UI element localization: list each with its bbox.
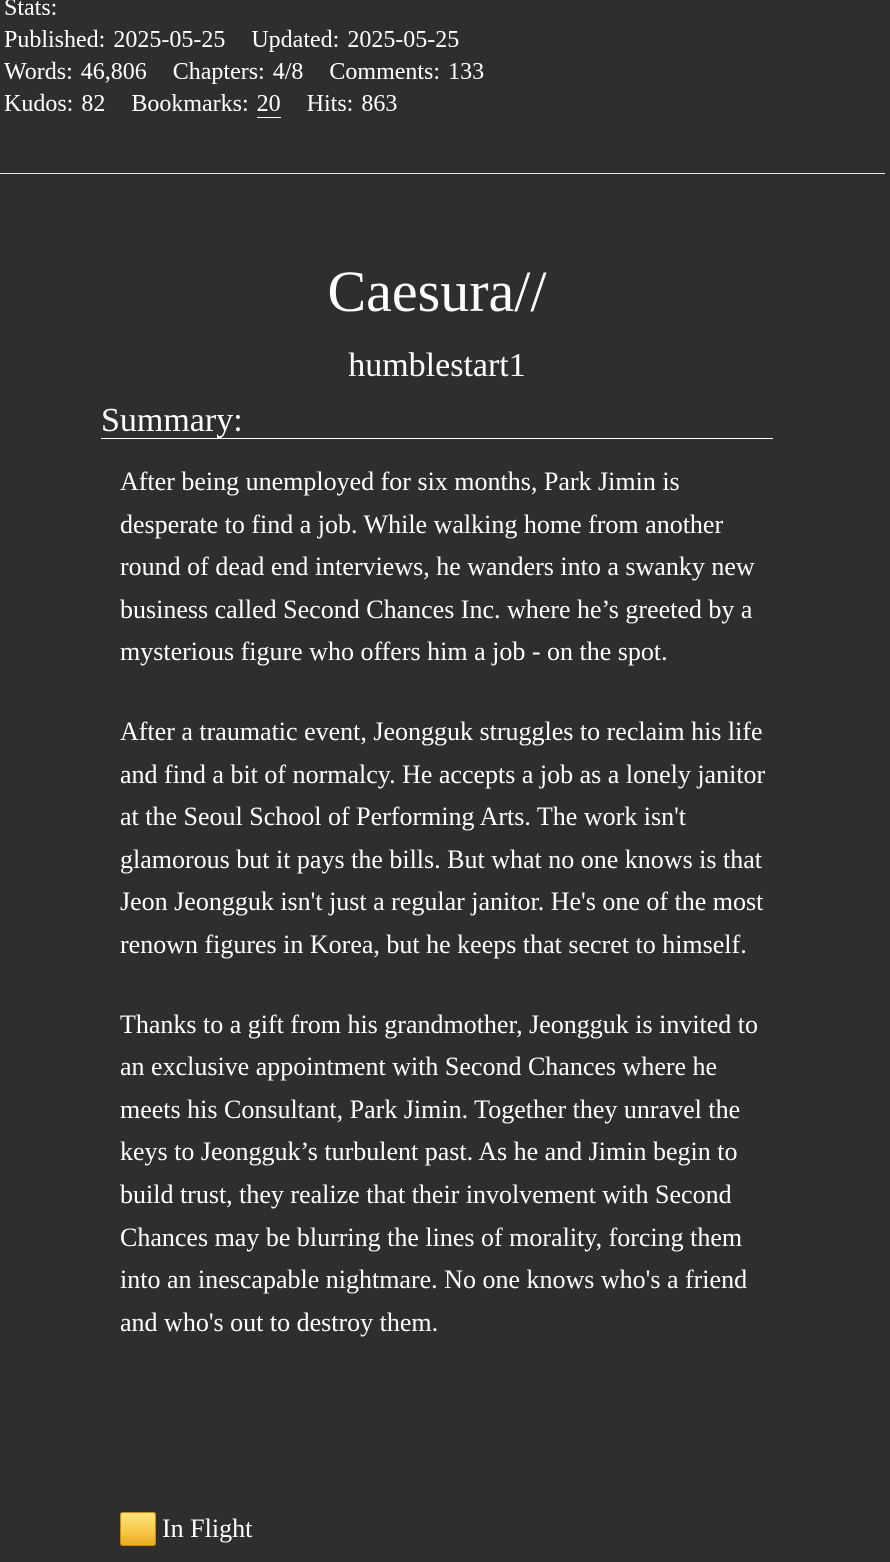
summary-paragraph: After being unemployed for six months, Park Jimin is desperate to find a job. While walking home from another round of dead end interviews, he wanders into a swanky new business called Second Chances Inc. where he’s greeted by a mysterious figure who offers him a job - on the spot. — [120, 467, 755, 667]
chapters-label: Chapters: — [172, 59, 265, 85]
stats-block — [4, 0, 510, 120]
updated-value: 2025-05-25 — [347, 27, 460, 53]
words-value: 46,806 — [80, 59, 147, 85]
status-label: In Flight — [162, 1514, 253, 1543]
work-title: Caesura// — [327, 259, 547, 324]
bookmarks-label: Bookmarks: — [131, 91, 249, 117]
updated-label: Updated: — [251, 27, 340, 53]
stats-row-engagement — [4, 88, 510, 120]
words-label: Words: — [4, 59, 73, 85]
bookmarks-link[interactable]: 20 — [256, 91, 281, 117]
hits-label: Hits: — [306, 91, 354, 117]
hits-value: 863 — [361, 91, 398, 117]
published-value: 2025-05-25 — [113, 27, 226, 53]
published-label: Published: — [4, 27, 106, 53]
summary-paragraph: Thanks to a gift from his grandmother, Jeongguk is invited to an exclusive appointment with Second Chances where he meets his Consultant, Park Jimin. Together they unravel the keys to Jeongguk’s turbulent past. As he and Jimin begin to build trust, they realize that their involvement with Second Chances may be blurring the lines of morality, forcing them into an inescapable nightmare. No one knows who's a friend and who's out to destroy them. — [120, 1009, 759, 1337]
stats-row-counts — [4, 56, 510, 88]
summary-heading: Summary: — [101, 400, 773, 439]
stats-row-dates — [4, 24, 510, 56]
comments-label: Comments: — [329, 59, 441, 85]
stats-heading: Stats: — [4, 0, 58, 21]
summary-body — [120, 461, 770, 1381]
kudos-value: 82 — [81, 91, 106, 117]
summary-paragraph: After a traumatic event, Jeongguk struggles to reclaim his life and find a bit of normalcy. He accepts a job as a lonely janitor at the Seoul School of Performing Arts. The work isn't glamorous but it pays the bills. But what no one knows is that Jeon Jeongguk isn't just a regular janitor. He's one of the most renown figures in Korea, but he keeps that secret to himself. — [120, 716, 766, 959]
status-line — [120, 1510, 252, 1548]
stats-divider — [0, 173, 885, 174]
chapters-value: 4/8 — [272, 59, 304, 85]
comments-value: 133 — [448, 59, 485, 85]
kudos-label: Kudos: — [4, 91, 74, 117]
work-author: humblestart1 — [348, 347, 526, 384]
yellow-square-icon — [120, 1512, 156, 1546]
